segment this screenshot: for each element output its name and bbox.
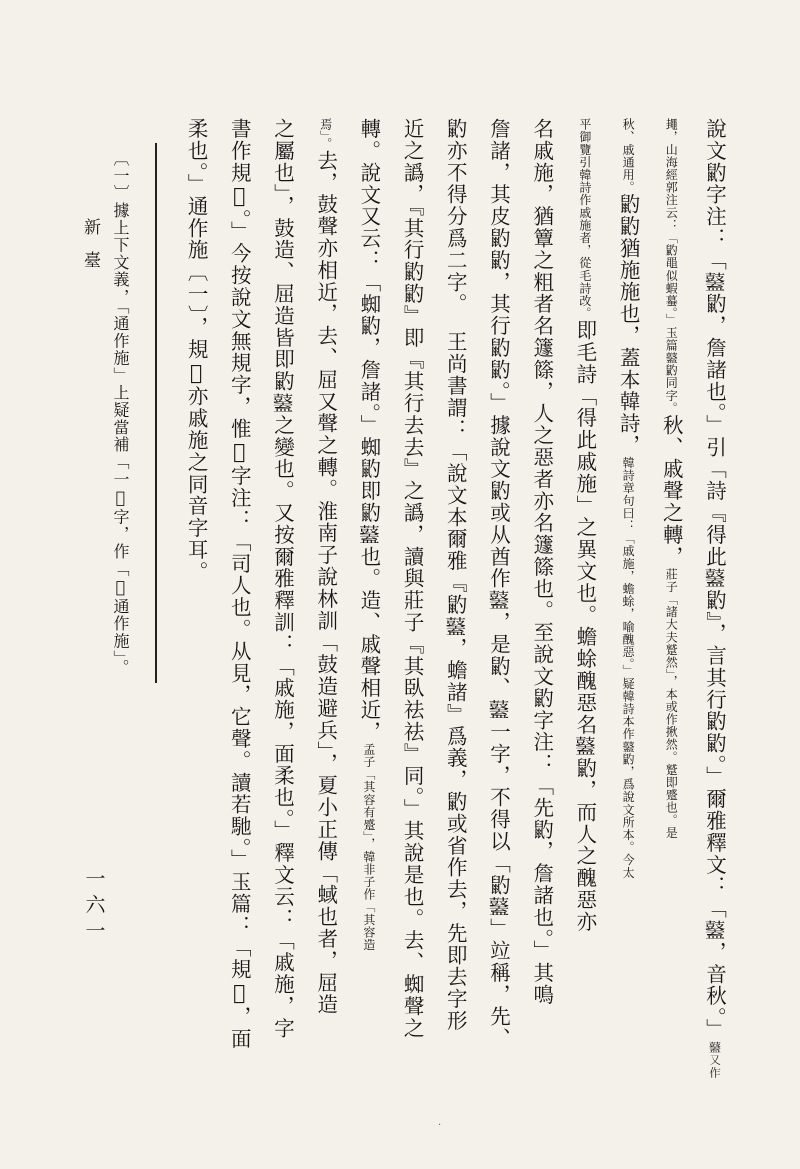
column-text: 詹諸，其皮䶂䶂，其行䶂䶂。」據說文䶂或从酋作𪔮，是䶂、𪔮一字，不得以「䶂𪔮」竝稱，先、 xyxy=(486,118,511,1050)
footnote-separator xyxy=(155,143,157,683)
inline-note: 是 xyxy=(664,826,679,839)
footnote: 〔一〕據上下文義，「通作施」上疑當補「一𥇨字，作「𥇨通作施」。 xyxy=(111,150,130,677)
column-text: 名戚施，猶簟之粗者名籧篨，人之惡者亦名籧篨也。至說文䶂字注：「先䶂，詹諸也。」其鳴 xyxy=(529,118,554,1006)
text-column xyxy=(315,118,336,1016)
column-text: 書作規𥇨。」今按說文無規字，惟𥇨字注：「司人也。从見，它聲。讀若馳。」玉篇：「規𥇨，面 xyxy=(227,118,252,1050)
page-speck: · xyxy=(438,1120,442,1131)
column-text: 之屬也」，鼓造、屈造皆即䶂𪔮之變也。又按爾雅釋訓：「戚施，面柔也。」釋文云：「戚施，字 xyxy=(270,118,295,1040)
column-text: 近之譌，『其行䶂䶂』即『其行去去』之譌，讀與莊子『其臥祛祛』同。」其說是也。去、蜘聲之 xyxy=(400,118,425,1040)
inline-note: 𪔮又作 xyxy=(707,1040,722,1079)
column-text: 䶂䶂猶施施也，蓋本韓詩， xyxy=(616,193,641,457)
text-column xyxy=(531,118,552,1006)
text-column xyxy=(618,118,639,879)
text-column xyxy=(704,118,725,1078)
text-column xyxy=(358,118,379,951)
running-title: 新臺 xyxy=(80,218,100,284)
inline-note: 孟子「其容有蹙」，韓非子作「其容造 xyxy=(361,742,376,952)
column-text: 即毛詩「得此戚施」之異文也。蟾蜍醜惡名𪔮䶂，而人之醜惡亦 xyxy=(572,319,597,933)
text-column xyxy=(402,118,423,1039)
column-text: 䶂亦不得分爲二字。 xyxy=(443,118,468,316)
column-text: 柔也。」通作施〔一〕，規𥇨亦戚施之同音字耳。 xyxy=(184,118,209,583)
inline-note: 莊子「諸大夫蹵然」，本或作揪然。蹵即蹙也。 xyxy=(664,567,679,827)
text-column xyxy=(574,118,595,933)
text-column xyxy=(661,118,682,839)
text-column xyxy=(488,118,509,1049)
page-number: 一六一 xyxy=(82,868,106,946)
column-text: 王尚書謂：「說文本爾雅『䶂𪔮，蟾諸』爲義，䶂或省作去，先即去字形 xyxy=(443,331,468,1032)
text-column xyxy=(229,118,250,1050)
text-column xyxy=(272,118,293,1039)
inline-note: 䵷，山海經郭注云：「䶂黽似蝦蟇。」玉篇𪔮䶂同字。 xyxy=(664,118,679,415)
column-text: 說文䶂字注：「𪔮䶂，詹諸也。」引「詩『得此𪔮䶂』，言其行䶂䶂。」爾雅釋文：「𪔮，音秋。」 xyxy=(702,118,727,1041)
column-text: 說文又云：「蜘䶂，詹諸。」蜘䶂即䶂𪔮也。造、戚聲相近， xyxy=(356,161,381,743)
inline-note: 秋、戚通用。 xyxy=(621,118,636,194)
inline-note: 韓詩章句曰：「戚施，蟾蜍，喻醜惡。」疑韓詩本作𪔮䶂，爲說文所本。今太 xyxy=(621,456,636,879)
column-text: 轉。 xyxy=(356,118,381,162)
inline-note: 焉」。 xyxy=(318,118,333,150)
column-text: 秋、戚聲之轉， xyxy=(659,414,684,568)
inline-note: 平御覽引韓詩作戚施者，從毛詩改。 xyxy=(577,118,592,320)
column-text: 去，鼓聲亦相近，去、屈又聲之轉。淮南子說林訓「鼓造避兵」，夏小正傳「蜮也者，屈造 xyxy=(313,149,338,1016)
text-column xyxy=(186,118,207,583)
text-column xyxy=(445,118,466,1032)
